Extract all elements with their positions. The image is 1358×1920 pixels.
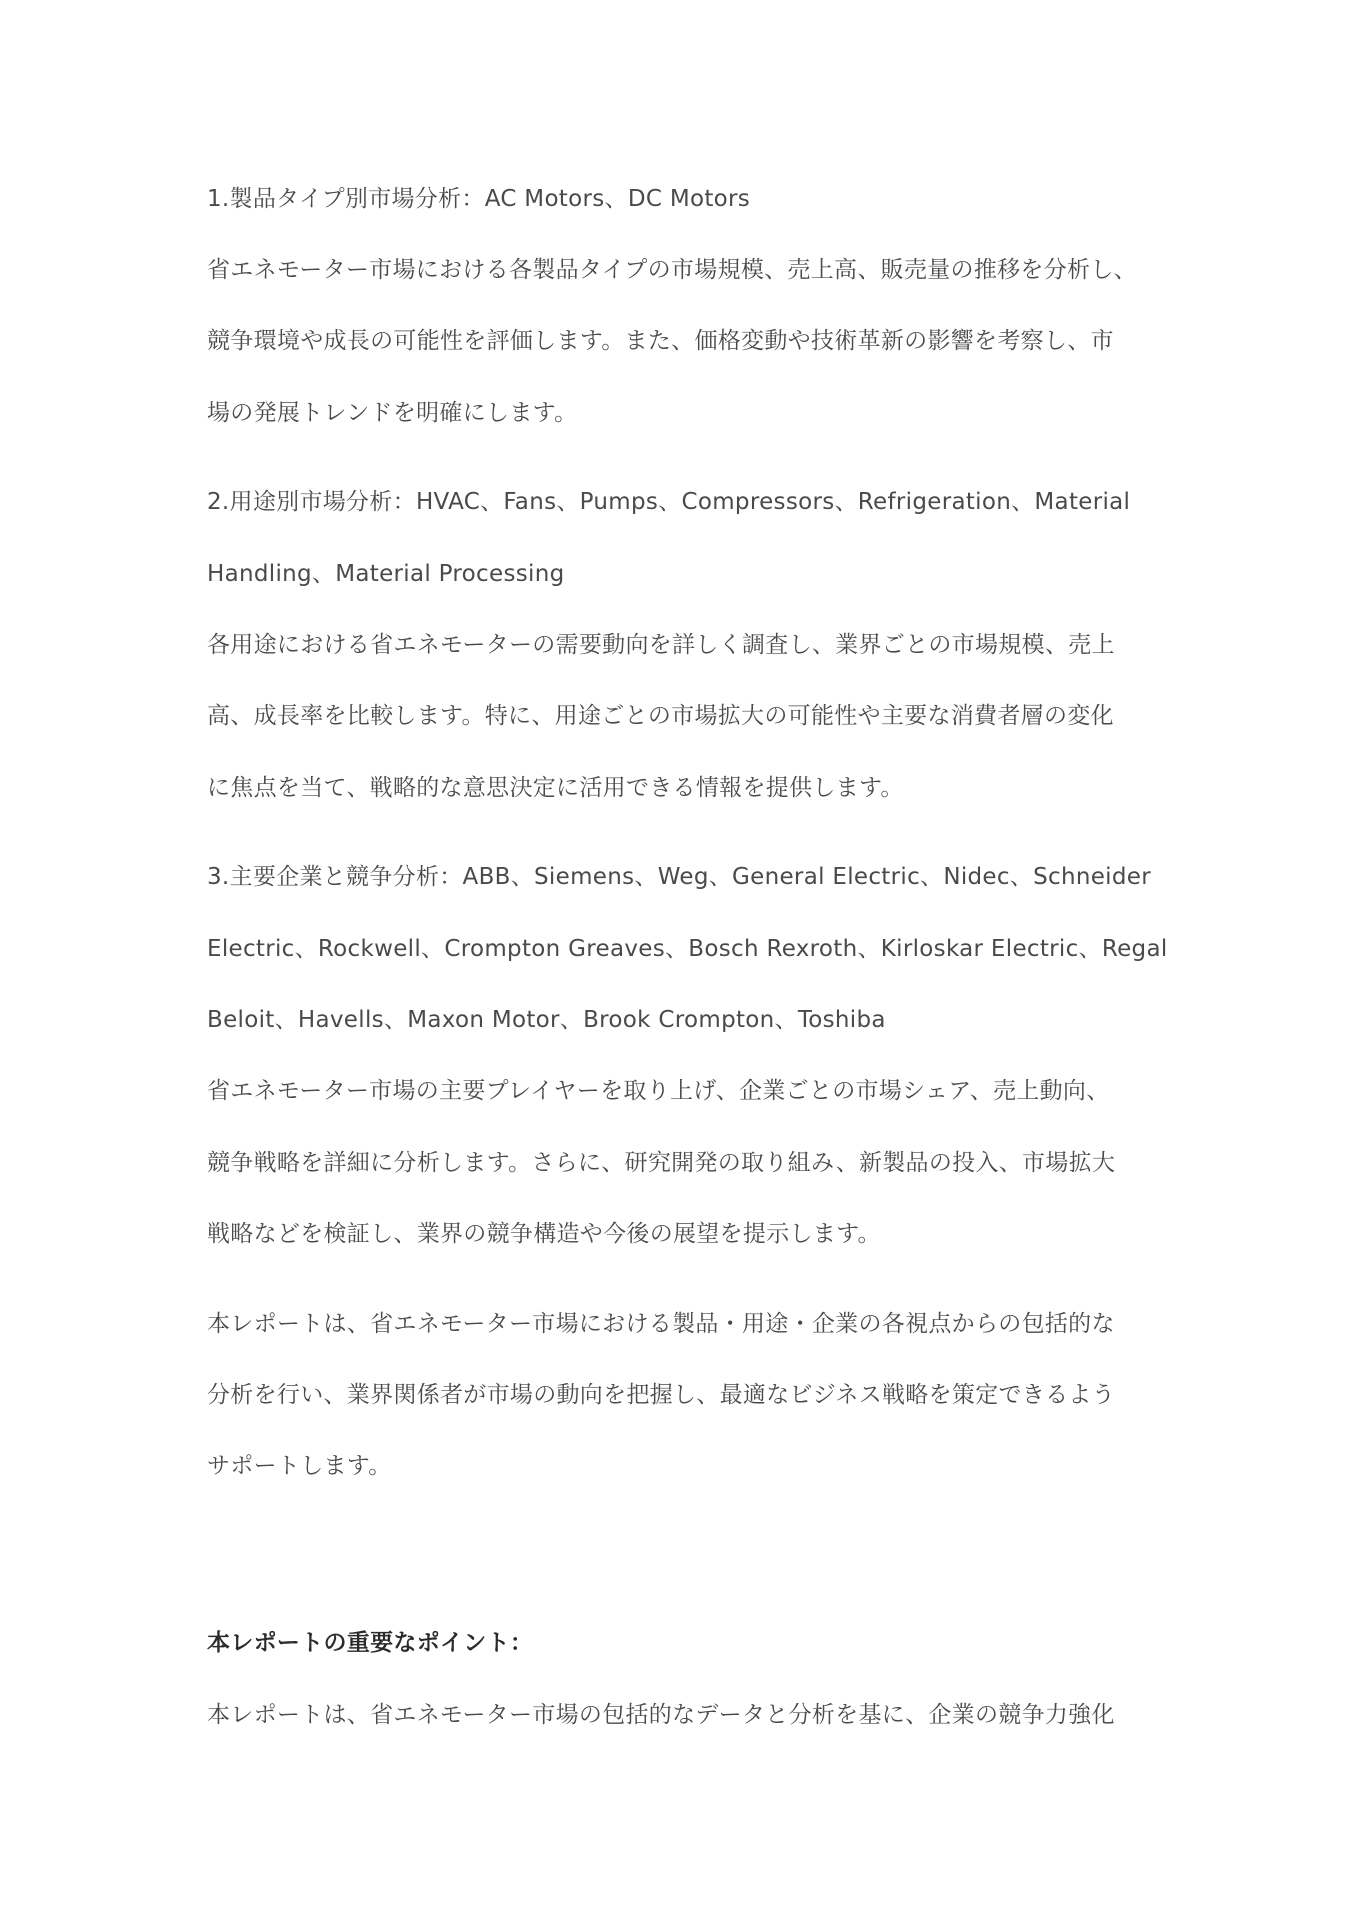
section3-heading-line: 3.主要企業と競争分析：ABB、Siemens、Weg、General Electric、Nidec、Schneider [207,864,1151,890]
section2-body-line: 各用途における省エネモーターの需要動向を詳しく調査し、業界ごとの市場規模、売上 [207,632,1115,658]
section2-body-line: 高、成長率を比較します。特に、用途ごとの市場拡大の可能性や主要な消費者層の変化 [207,703,1114,729]
section3-body-line: 省エネモーター市場の主要プレイヤーを取り上げ、企業ごとの市場シェア、売上動向、 [207,1078,1110,1104]
section2-body-line: に焦点を当て、戦略的な意思決定に活用できる情報を提供します。 [207,775,904,801]
section3-body-line: 戦略などを検証し、業界の競争構造や今後の展望を提示します。 [207,1221,881,1247]
section3-heading-line: Beloit、Havells、Maxon Motor、Brook Crompton、Toshiba [207,1007,886,1033]
key-points-heading: 本レポートの重要なポイント： [207,1630,534,1656]
key-points-body-line: 本レポートは、省エネモーター市場の包括的なデータと分析を基に、企業の競争力強化 [207,1702,1115,1728]
section2-heading-line: 2.用途別市場分析：HVAC、Fans、Pumps、Compressors、Refrigeration、Material [207,489,1131,515]
section2-heading-line: Handling、Material Processing [207,561,565,587]
section3-heading-line: Electric、Rockwell、Crompton Greaves、Bosch Rexroth、Kirloskar Electric、Regal [207,936,1168,962]
summary-line: サポートします。 [207,1453,392,1479]
section1-heading: 1.製品タイプ別市場分析：AC Motors、DC Motors [207,186,751,212]
section1-body-line: 場の発展トレンドを明確にします。 [207,400,578,426]
section1-body-line: 競争環境や成長の可能性を評価します。また、価格変動や技術革新の影響を考察し、市 [207,328,1114,354]
section3-body-line: 競争戦略を詳細に分析します。さらに、研究開発の取り組み、新製品の投入、市場拡大 [207,1150,1116,1176]
section1-body-line: 省エネモーター市場における各製品タイプの市場規模、売上高、販売量の推移を分析し、 [207,257,1137,283]
summary-line: 分析を行い、業界関係者が市場の動向を把握し、最適なビジネス戦略を策定できるよう [207,1382,1116,1408]
summary-line: 本レポートは、省エネモーター市場における製品・用途・企業の各視点からの包括的な [207,1311,1115,1337]
document-page [207,0,1167,1920]
